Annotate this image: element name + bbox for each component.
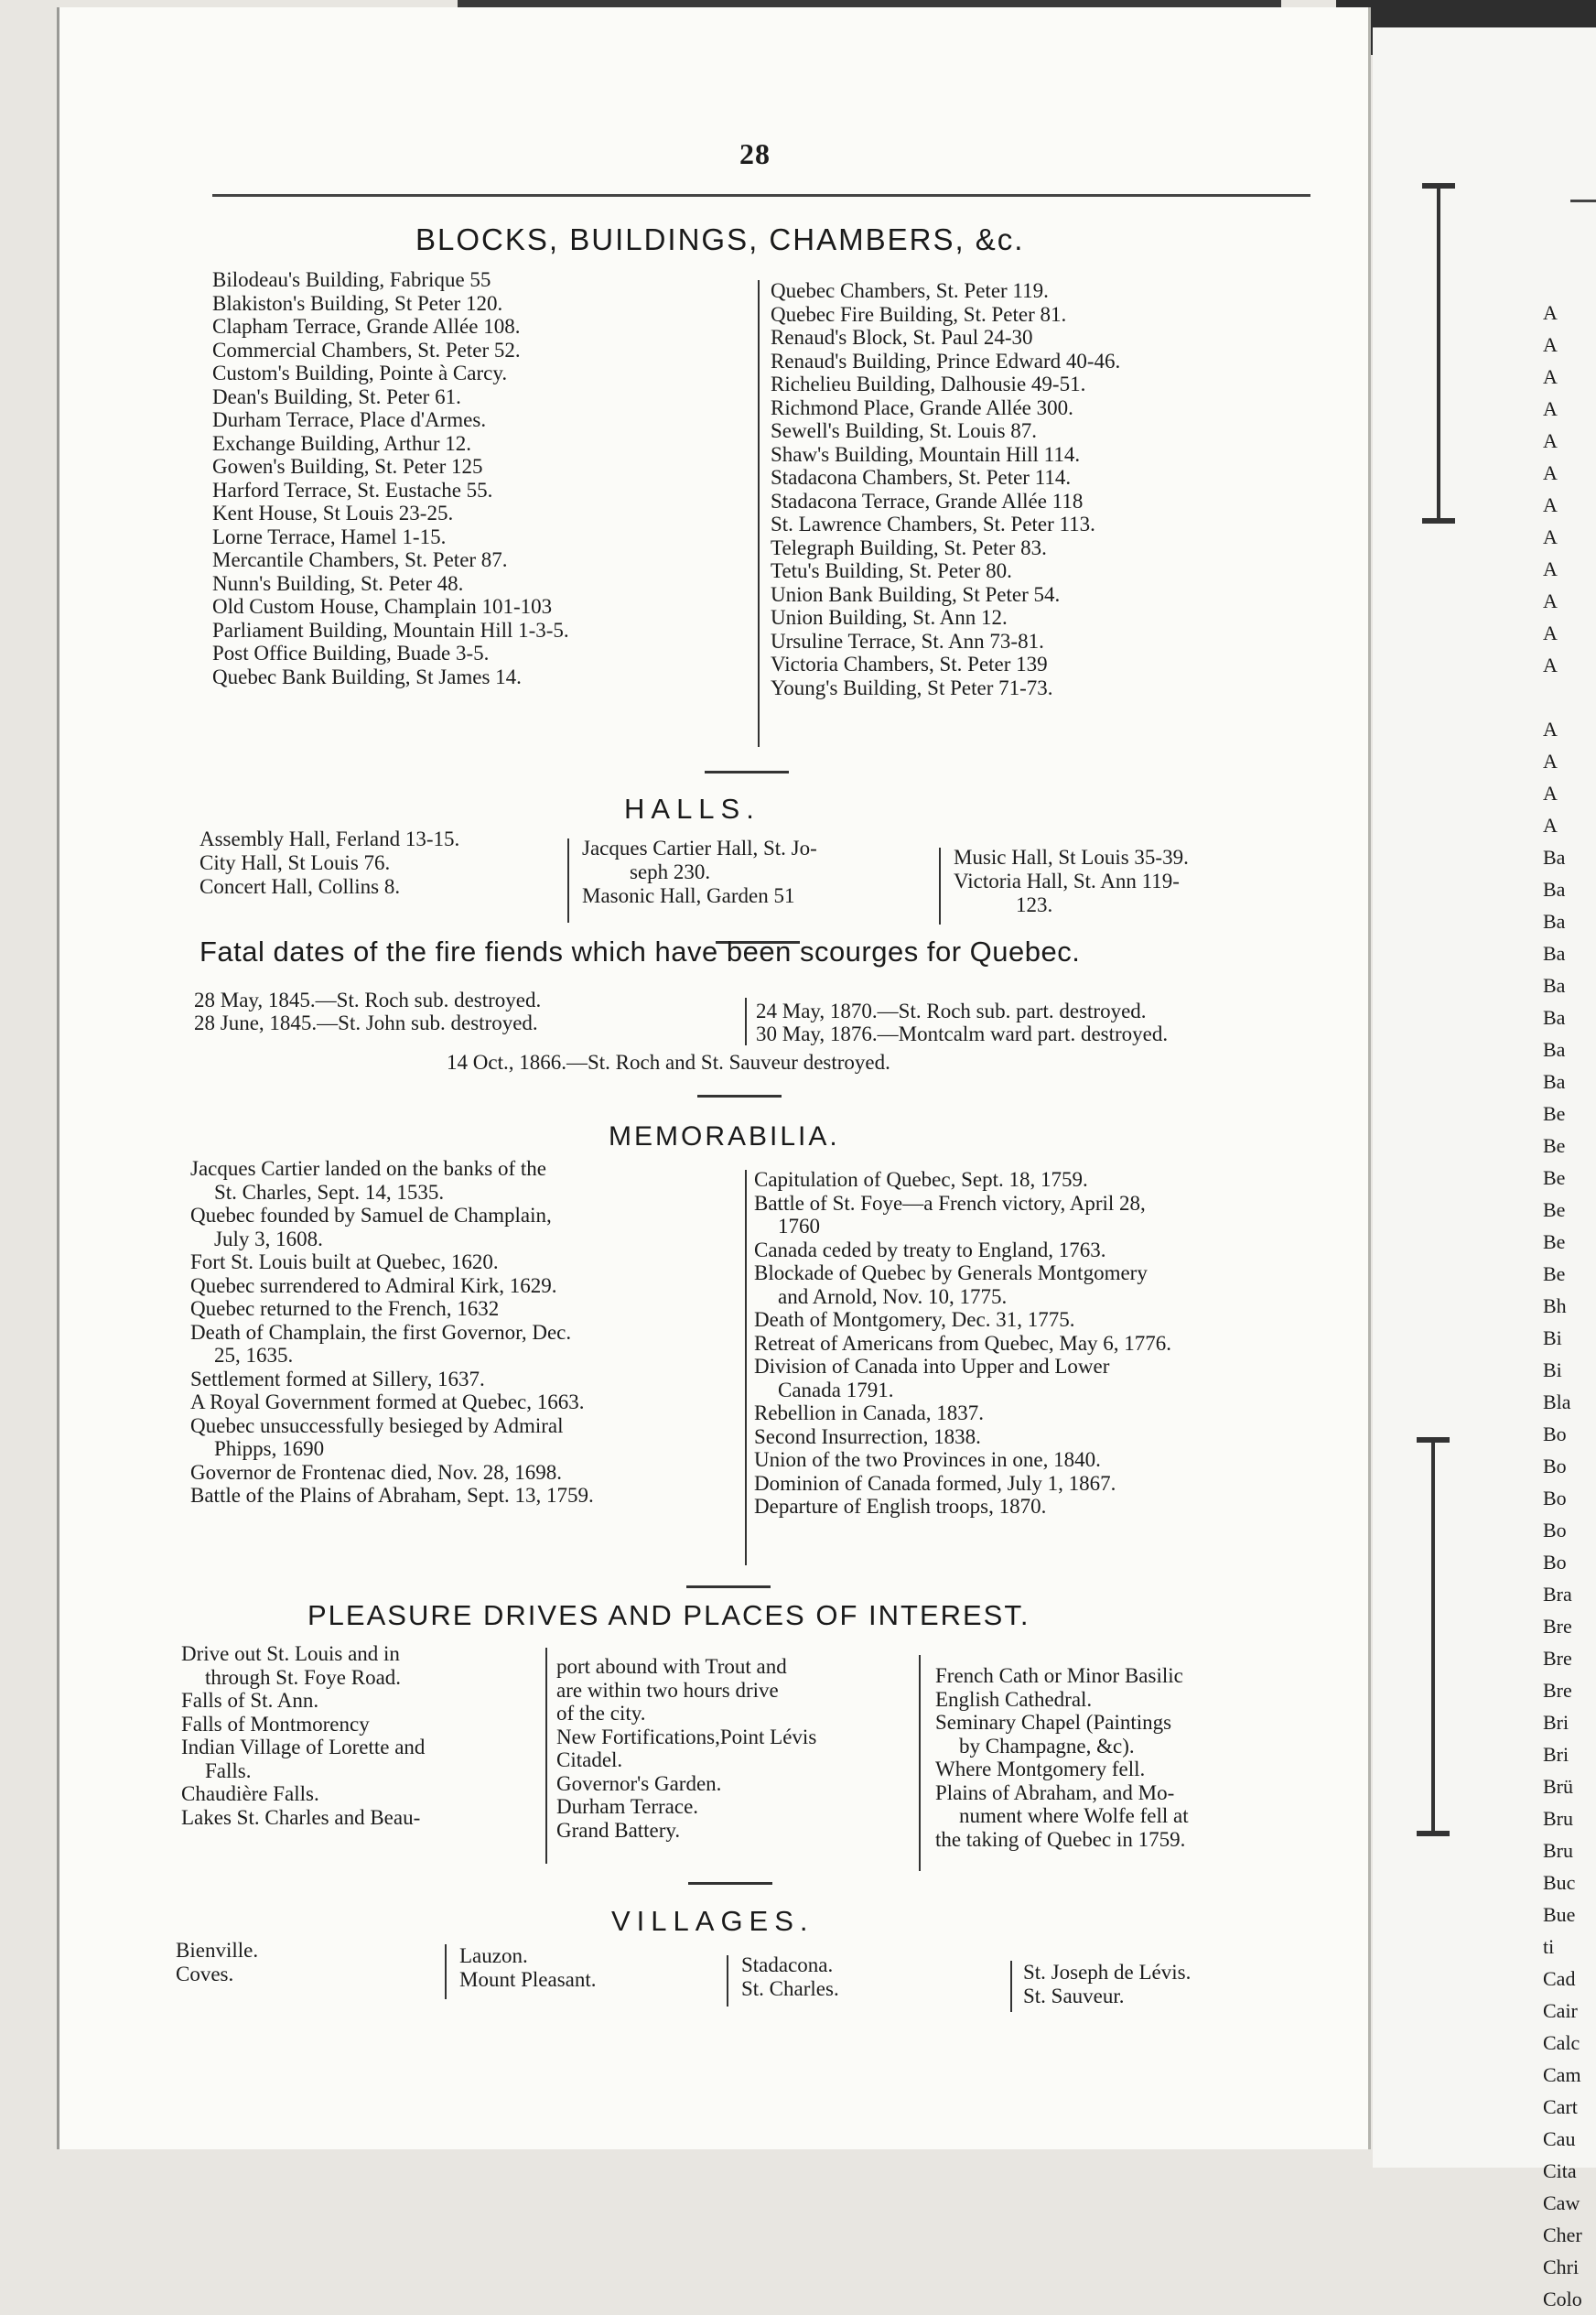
pleasure-divider <box>545 1648 547 1864</box>
adjacent-page-fragment: A <box>1543 397 1558 420</box>
village-entry: St. Charles. <box>741 1976 839 2000</box>
place-entry-text: Seminary Chapel (Paintings <box>935 1711 1172 1734</box>
memorabilia-entry-continued: and Arnold, Nov. 10, 1775. <box>778 1284 1008 1308</box>
village-entry: Mount Pleasant. <box>459 1967 597 1991</box>
separator <box>688 1882 772 1885</box>
fatal-dates-right <box>756 1000 1168 1045</box>
adjacent-page-fragment: Bla <box>1543 1390 1571 1413</box>
memorabilia-entry-text: Quebec returned to the French, 1632 <box>190 1297 500 1320</box>
adjacent-page-fragment: Ba <box>1543 1038 1566 1061</box>
memorabilia-entry-continued: St. Charles, Sept. 14, 1535. <box>214 1180 445 1204</box>
place-entry-text: Citadel. <box>556 1748 623 1771</box>
place-entry-text: of the city. <box>556 1702 646 1725</box>
memorabilia-entry-text: Union of the two Provinces in one, 1840. <box>754 1448 1101 1471</box>
place-entry <box>556 1772 816 1796</box>
memorabilia-entry-text: Retreat of Americans from Quebec, May 6, 1776. <box>754 1331 1172 1355</box>
adjacent-page-fragment: Cher <box>1543 2223 1582 2246</box>
place-entry <box>935 1781 1189 1828</box>
building-entry: Custom's Building, Pointe à Carcy. <box>212 362 508 384</box>
adjacent-page-fragment: Cair <box>1543 1999 1578 2022</box>
memorabilia-entry <box>754 1401 1171 1425</box>
place-entry <box>181 1736 425 1782</box>
adjacent-page-fragment: Ba <box>1543 878 1566 901</box>
adjacent-page-fragment: Bri <box>1543 1743 1569 1766</box>
building-entry: Shaw's Building, Mountain Hill 114. <box>771 442 1081 466</box>
memorabilia-entry <box>190 1157 594 1204</box>
hall-entry: Jacques Cartier Hall, St. Jo- <box>582 837 817 860</box>
memorabilia-entry-text: Second Insurrection, 1838. <box>754 1424 981 1448</box>
memorabilia-entry-text: Settlement formed at Sillery, 1637. <box>190 1367 485 1390</box>
memorabilia-entry-text: Quebec unsuccessfully besieged by Admiral <box>190 1413 564 1437</box>
villages-divider <box>727 1955 728 2007</box>
building-entry: Renaud's Block, St. Paul 24-30 <box>771 326 1033 349</box>
adjacent-page-fragment: ti <box>1543 1935 1555 1958</box>
adjacent-page-fragment <box>1543 681 1582 713</box>
adjacent-page-fragment: Cad <box>1543 1967 1576 1990</box>
memorabilia-entry-continued: Phipps, 1690 <box>214 1437 325 1460</box>
place-entry-text: the taking of Quebec in 1759. <box>935 1827 1186 1851</box>
building-entry: Durham Terrace, Place d'Armes. <box>212 408 487 431</box>
halls-divider <box>939 848 941 925</box>
memorabilia-entry <box>190 1484 594 1508</box>
header-rule <box>212 194 1310 197</box>
halls-divider <box>567 838 569 923</box>
adjacent-page-fragment: A <box>1543 782 1558 805</box>
memorabilia-entry-text: Blockade of Quebec by Generals Montgomery <box>754 1261 1148 1284</box>
memorabilia-entry-text: Quebec surrendered to Admiral Kirk, 1629. <box>190 1273 557 1297</box>
place-entry <box>556 1702 816 1725</box>
villages-col-2 <box>459 1944 597 1991</box>
blocks-left-column <box>212 268 569 688</box>
place-entry-text: Falls of Montmorency <box>181 1712 370 1736</box>
building-entry: Quebec Chambers, St. Peter 119. <box>771 279 1049 302</box>
building-entry: Old Custom House, Champlain 101-103 <box>212 595 553 618</box>
memorabilia-entry-text: Division of Canada into Upper and Lower <box>754 1355 1110 1378</box>
blocks-heading: BLOCKS, BUILDINGS, CHAMBERS, &c. <box>415 222 1025 256</box>
adjacent-page-fragment: Ba <box>1543 910 1566 933</box>
adjacent-page-fragment: Bo <box>1543 1551 1567 1574</box>
adjacent-page-fragment: Be <box>1543 1198 1566 1221</box>
blocks-column-divider <box>758 280 760 747</box>
place-entry-text: Lakes St. Charles and Beau- <box>181 1805 421 1829</box>
memorabilia-entry-text: Death of Champlain, the first Governor, Dec. <box>190 1320 572 1344</box>
memorabilia-entry <box>754 1355 1171 1401</box>
memorabilia-divider <box>745 1170 747 1565</box>
place-entry-text: French Cath or Minor Basilic <box>935 1664 1183 1687</box>
place-entry <box>935 1688 1189 1712</box>
adjacent-page-fragment: A <box>1543 718 1558 741</box>
adjacent-page-fragment: Bo <box>1543 1487 1567 1509</box>
village-entry: Coves. <box>176 1962 234 1985</box>
memorabilia-entry-text: Dominion of Canada formed, July 1, 1867. <box>754 1471 1116 1495</box>
fatal-date-entry: 28 June, 1845.—St. John sub. destroyed. <box>194 1011 538 1034</box>
memorabilia-entry <box>754 1239 1171 1262</box>
memorabilia-entry <box>754 1192 1171 1239</box>
building-entry: Nunn's Building, St. Peter 48. <box>212 571 464 595</box>
adjacent-page-fragment: Cart <box>1543 2095 1578 2118</box>
hall-entry: Music Hall, St Louis 35-39. <box>954 846 1189 869</box>
place-entry-continued: Falls. <box>205 1758 252 1782</box>
building-entry: Union Building, St. Ann 12. <box>771 606 1008 629</box>
building-entry: Sewell's Building, St. Louis 87. <box>771 419 1038 442</box>
building-entry: Tetu's Building, St. Peter 80. <box>771 559 1012 582</box>
place-entry <box>935 1711 1189 1758</box>
memorabilia-entry <box>190 1297 594 1321</box>
adjacent-page-fragment: Be <box>1543 1166 1566 1189</box>
adjacent-page-fragment: A <box>1543 814 1558 837</box>
fatal-date-entry: 28 May, 1845.—St. Roch sub. destroyed. <box>194 989 542 1011</box>
halls-col-3 <box>954 846 1189 917</box>
adjacent-page-fragment: A <box>1543 365 1558 388</box>
building-entry: Harford Terrace, St. Eustache 55. <box>212 478 493 502</box>
memorabilia-entry-text: Quebec founded by Samuel de Champlain, <box>190 1204 552 1227</box>
building-entry: Mercantile Chambers, St. Peter 87. <box>212 548 508 571</box>
fatal-dates-left <box>194 989 541 1034</box>
adjacent-page-fragment: A <box>1543 590 1558 612</box>
memorabilia-entry-continued: Canada 1791. <box>778 1378 894 1401</box>
place-entry-text: Durham Terrace. <box>556 1795 699 1818</box>
place-entry <box>935 1828 1189 1852</box>
place-entry <box>556 1748 816 1772</box>
memorabilia-entry <box>754 1448 1171 1472</box>
building-entry: Parliament Building, Mountain Hill 1-3-5. <box>212 618 569 642</box>
adjacent-page-fragment: Bo <box>1543 1455 1567 1477</box>
adjacent-page-fragment: Calc <box>1543 2031 1580 2054</box>
building-entry: Kent House, St Louis 23-25. <box>212 502 454 525</box>
building-entry: Dean's Building, St. Peter 61. <box>212 384 461 408</box>
adjacent-page-fragment: A <box>1543 333 1558 356</box>
memorabilia-right-column <box>754 1168 1171 1519</box>
adjacent-page-fragment: Colo <box>1543 2288 1582 2310</box>
binding-clip-bottom <box>1431 1437 1435 1836</box>
adjacent-page-fragment: Bh <box>1543 1294 1567 1317</box>
fatal-date-entry: 24 May, 1870.—St. Roch sub. part. destroyed. <box>756 1000 1147 1022</box>
pleasure-col-1 <box>181 1642 425 1829</box>
building-entry: Lorne Terrace, Hamel 1-15. <box>212 525 447 548</box>
adjacent-page-fragment: A <box>1543 493 1558 516</box>
adjacent-page-fragment: Ba <box>1543 974 1566 997</box>
pleasure-drives-heading: PLEASURE DRIVES AND PLACES OF INTEREST. <box>307 1599 1030 1631</box>
building-entry: Union Bank Building, St Peter 54. <box>771 582 1061 606</box>
building-entry: Young's Building, St Peter 71-73. <box>771 676 1053 699</box>
adjacent-page-fragment: Bue <box>1543 1903 1576 1926</box>
building-entry: Victoria Chambers, St. Peter 139 <box>771 653 1048 676</box>
place-entry <box>181 1806 425 1830</box>
villages-col-1 <box>176 1939 258 1985</box>
adjacent-header-rule <box>1570 200 1596 202</box>
adjacent-page-fragment: Ba <box>1543 1006 1566 1029</box>
building-entry: Exchange Building, Arthur 12. <box>212 431 471 455</box>
building-entry: Post Office Building, Buade 3-5. <box>212 642 490 665</box>
memorabilia-entry <box>190 1250 594 1274</box>
memorabilia-entry <box>190 1321 594 1368</box>
adjacent-page-fragment: Bi <box>1543 1358 1562 1381</box>
adjacent-page-fragment: Be <box>1543 1134 1566 1157</box>
adjacent-page-fragment: A <box>1543 622 1558 644</box>
memorabilia-entry-text: Capitulation of Quebec, Sept. 18, 1759. <box>754 1168 1088 1191</box>
villages-divider <box>1010 1961 1012 2012</box>
fatal-dates-heading: Fatal dates of the fire fiends which have been scourges for Quebec. <box>200 936 1081 968</box>
adjacent-page-fragment: Bri <box>1543 1711 1569 1734</box>
building-entry: Commercial Chambers, St. Peter 52. <box>212 338 521 362</box>
place-entry <box>556 1819 816 1843</box>
memorabilia-heading: MEMORABILIA. <box>609 1121 840 1152</box>
villages-col-4 <box>1023 1961 1191 2007</box>
building-entry: St. Lawrence Chambers, St. Peter 113. <box>771 513 1095 535</box>
building-entry: Telegraph Building, St. Peter 83. <box>771 535 1047 559</box>
memorabilia-entry-text: Departure of English troops, 1870. <box>754 1495 1047 1518</box>
adjacent-page-fragment: Bo <box>1543 1519 1567 1542</box>
place-entry-text: New Fortifications,Point Lévis <box>556 1725 817 1748</box>
adjacent-page-fragment: Bre <box>1543 1615 1572 1638</box>
place-entry <box>935 1664 1189 1688</box>
memorabilia-entry-text: Governor de Frontenac died, Nov. 28, 1698. <box>190 1460 563 1484</box>
halls-col-2 <box>582 837 817 908</box>
place-entry-text: Grand Battery. <box>556 1818 681 1842</box>
pleasure-col-3 <box>935 1664 1189 1851</box>
memorabilia-entry-text: Jacques Cartier landed on the banks of the <box>190 1157 546 1180</box>
hall-entry: Assembly Hall, Ferland 13-15. <box>200 828 460 850</box>
binding-clip-top <box>1437 183 1440 524</box>
building-entry: Richelieu Building, Dalhousie 49-51. <box>771 373 1086 395</box>
memorabilia-entry-text: Battle of the Plains of Abraham, Sept. 13, 1759. <box>190 1484 594 1507</box>
place-entry-text: Chaudière Falls. <box>181 1782 319 1805</box>
place-entry-text: Indian Village of Lorette and <box>181 1736 426 1758</box>
hall-entry: City Hall, St Louis 76. <box>200 851 391 874</box>
place-entry <box>556 1725 816 1749</box>
memorabilia-entry-continued: 1760 <box>778 1215 820 1238</box>
building-entry: Stadacona Chambers, St. Peter 114. <box>771 466 1072 489</box>
adjacent-page-fragment: A <box>1543 557 1558 580</box>
building-entry: Ursuline Terrace, St. Ann 73-81. <box>771 629 1044 653</box>
adjacent-page-fragment: Bi <box>1543 1326 1562 1349</box>
villages-col-3 <box>741 1953 839 2000</box>
adjacent-page-fragment: A <box>1543 429 1558 452</box>
adjacent-page-fragment: Bru <box>1543 1807 1573 1830</box>
memorabilia-entry <box>754 1308 1171 1332</box>
memorabilia-entry-continued: July 3, 1608. <box>214 1227 323 1250</box>
memorabilia-entry <box>754 1168 1171 1192</box>
adjacent-page-fragment: A <box>1543 750 1558 773</box>
memorabilia-entry <box>754 1495 1171 1519</box>
village-entry: Stadacona. <box>741 1953 834 1976</box>
blocks-right-column <box>771 279 1120 699</box>
memorabilia-left-column <box>190 1157 594 1508</box>
place-entry-continued: through St. Foye Road. <box>205 1665 402 1689</box>
adjacent-page-fragment: Ba <box>1543 942 1566 965</box>
village-entry: St. Sauveur. <box>1023 1984 1125 2007</box>
adjacent-page-fragment: Brü <box>1543 1775 1573 1798</box>
hall-entry-continued: seph 230. <box>630 860 711 883</box>
building-entry: Blakiston's Building, St Peter 120. <box>212 291 503 315</box>
building-entry: Stadacona Terrace, Grande Allée 118 <box>771 489 1084 513</box>
place-entry-text: Plains of Abraham, and Mo- <box>935 1780 1175 1804</box>
adjacent-page-fragment: A <box>1543 525 1558 548</box>
adjacent-page-fragment: Ba <box>1543 846 1566 869</box>
memorabilia-entry-text: Rebellion in Canada, 1837. <box>754 1401 985 1424</box>
memorabilia-entry <box>190 1390 594 1414</box>
adjacent-page-fragment: Bre <box>1543 1647 1572 1670</box>
halls-heading: HALLS. <box>624 793 760 825</box>
place-entry-continued: nument where Wolfe fell at <box>959 1804 1189 1827</box>
place-entry-text: are within two hours drive <box>556 1678 779 1702</box>
memorabilia-entry <box>754 1425 1171 1449</box>
separator <box>697 1095 782 1098</box>
adjacent-page-fragment: Cam <box>1543 2063 1581 2086</box>
adjacent-page-fragment: A <box>1543 654 1558 676</box>
adjacent-page-fragment: Chri <box>1543 2256 1580 2278</box>
adjacent-page-fragment: Be <box>1543 1262 1566 1285</box>
place-entry-text: Drive out St. Louis and in <box>181 1642 400 1665</box>
village-entry: St. Joseph de Lévis. <box>1023 1961 1192 1984</box>
place-entry-text: Falls of St. Ann. <box>181 1689 319 1712</box>
place-entry <box>556 1795 816 1819</box>
memorabilia-entry <box>754 1472 1171 1496</box>
place-entry <box>181 1782 425 1806</box>
pleasure-col-2 <box>556 1655 816 1842</box>
memorabilia-entry <box>754 1261 1171 1308</box>
building-entry: Quebec Bank Building, St James 14. <box>212 665 522 688</box>
adjacent-page-fragment: Cita <box>1543 2159 1577 2182</box>
hall-entry-continued: 123. <box>1016 893 1053 916</box>
adjacent-page-fragment: Bre <box>1543 1679 1572 1702</box>
village-entry: Lauzon. <box>459 1944 528 1967</box>
adjacent-page-fragment: A <box>1543 301 1558 324</box>
place-entry <box>181 1642 425 1689</box>
place-entry-text: Governor's Garden. <box>556 1771 722 1795</box>
memorabilia-entry-text: Death of Montgomery, Dec. 31, 1775. <box>754 1308 1075 1331</box>
memorabilia-entry-text: A Royal Government formed at Quebec, 1663. <box>190 1390 585 1413</box>
memorabilia-entry <box>190 1461 594 1485</box>
fatal-date-center: 14 Oct., 1866.—St. Roch and St. Sauveur destroyed. <box>447 1051 890 1074</box>
adjacent-page-fragment: Bo <box>1543 1423 1567 1445</box>
halls-col-1 <box>200 828 459 899</box>
villages-heading: VILLAGES. <box>611 1905 814 1937</box>
memorabilia-entry-continued: 25, 1635. <box>214 1344 294 1367</box>
adjacent-page-fragment: Bru <box>1543 1839 1573 1862</box>
memorabilia-entry <box>190 1274 594 1298</box>
separator <box>705 771 789 773</box>
adjacent-page-fragment: Ba <box>1543 1070 1566 1093</box>
memorabilia-entry-text: Battle of St. Foye—a French victory, April 28, <box>754 1191 1146 1215</box>
adjacent-page-fragment: Cau <box>1543 2127 1576 2150</box>
building-entry: Bilodeau's Building, Fabrique 55 <box>212 268 491 291</box>
building-entry: Quebec Fire Building, St. Peter 81. <box>771 302 1067 326</box>
place-entry-text: Where Montgomery fell. <box>935 1758 1146 1780</box>
memorabilia-entry <box>190 1204 594 1250</box>
adjacent-page-fragment: Bra <box>1543 1583 1572 1606</box>
memorabilia-entry-text: Canada ceded by treaty to England, 1763. <box>754 1238 1106 1261</box>
village-entry: Bienville. <box>176 1939 259 1962</box>
place-entry <box>935 1758 1189 1781</box>
place-entry-text: port abound with Trout and <box>556 1655 787 1678</box>
building-entry: Richmond Place, Grande Allée 300. <box>771 395 1073 419</box>
building-entry: Renaud's Building, Prince Edward 40-46. <box>771 349 1121 373</box>
villages-divider <box>445 1944 447 1999</box>
pleasure-divider <box>919 1655 921 1871</box>
adjacent-page-fragment: A <box>1543 461 1558 484</box>
adjacent-page-fragment: Be <box>1543 1230 1566 1253</box>
place-entry <box>181 1689 425 1713</box>
adjacent-page-fragment: Caw <box>1543 2191 1580 2214</box>
memorabilia-entry-text: Fort St. Louis built at Quebec, 1620. <box>190 1250 499 1273</box>
memorabilia-entry <box>190 1414 594 1461</box>
hall-entry: Concert Hall, Collins 8. <box>200 875 401 898</box>
adjacent-page-column <box>1543 297 1582 2315</box>
hall-entry: Masonic Hall, Garden 51 <box>582 884 795 907</box>
fatal-dates-divider <box>745 998 747 1045</box>
place-entry <box>556 1655 816 1679</box>
separator <box>686 1585 771 1588</box>
place-entry <box>181 1713 425 1736</box>
building-entry: Gowen's Building, St. Peter 125 <box>212 455 483 478</box>
memorabilia-entry <box>754 1332 1171 1356</box>
place-entry-continued: by Champagne, &c). <box>959 1734 1135 1758</box>
place-entry-text: English Cathedral. <box>935 1687 1093 1711</box>
building-entry: Clapham Terrace, Grande Allée 108. <box>212 315 521 338</box>
place-entry <box>556 1679 816 1703</box>
adjacent-page-fragment: Be <box>1543 1102 1566 1125</box>
adjacent-page-fragment: Buc <box>1543 1871 1576 1894</box>
fatal-date-entry: 30 May, 1876.—Montcalm ward part. destroyed. <box>756 1022 1169 1045</box>
hall-entry: Victoria Hall, St. Ann 119- <box>954 870 1180 892</box>
page-number: 28 <box>739 137 771 170</box>
memorabilia-entry <box>190 1368 594 1391</box>
